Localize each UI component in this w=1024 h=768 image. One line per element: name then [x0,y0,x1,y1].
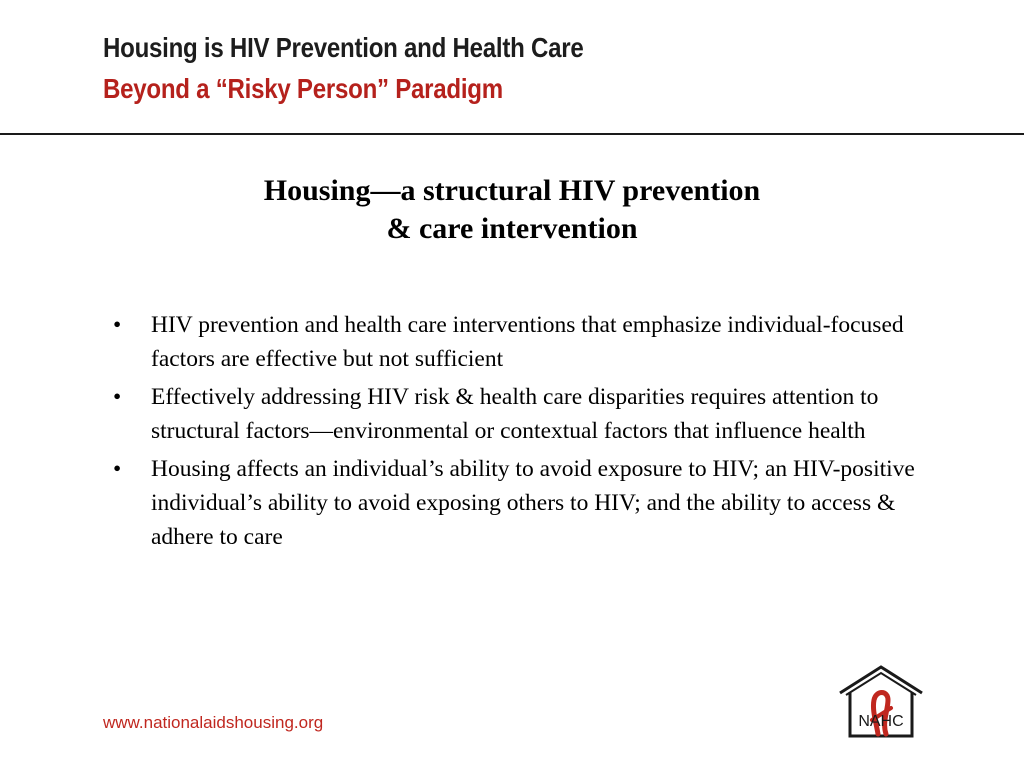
header-subtitle: Beyond a “Risky Person” Paradigm [103,73,503,104]
logo-text: NAHC [858,713,904,730]
bullet-item [110,452,920,554]
slide-heading [0,172,1024,248]
bullet-marker: • [113,456,122,482]
bullet-item [110,380,920,448]
bullet-item [110,308,920,376]
bullet-text: Effectively addressing HIV risk & health care disparities requires attention to structural factors—environmental or contextual factors that influence health [151,384,879,444]
slide-heading-line-2: & care intervention [386,212,638,245]
bullet-list [110,308,920,558]
bullet-text: HIV prevention and health care interventions that emphasize individual-focused factors are effective but not sufficient [151,312,904,372]
bullet-marker: • [113,384,122,410]
header-divider [0,133,1024,135]
bullet-marker: • [113,312,122,338]
house-red-ribbon-logo-icon [836,664,926,740]
slide-heading-line-1: Housing—a structural HIV prevention [263,174,761,207]
footer-website-link[interactable]: www.nationalaidshousing.org [103,713,324,732]
header-title: Housing is HIV Prevention and Health Care [103,32,584,63]
bullet-text: Housing affects an individual’s ability to avoid exposure to HIV; an HIV-positive individual’s ability to avoid exposing others to HIV; and the ability to access & adhere to care [151,456,915,550]
